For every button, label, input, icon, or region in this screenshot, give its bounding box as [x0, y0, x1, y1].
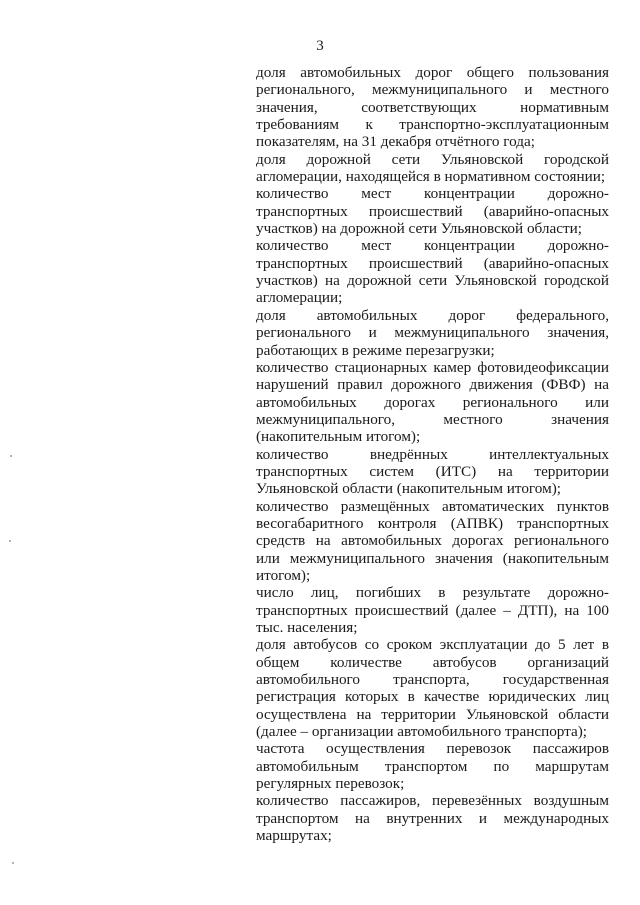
- indicator-list: [256, 64, 609, 844]
- list-item: доля автомобильных дорог федерального, регионального и межмуниципального значения, работающих в режиме перезагрузки;: [256, 306, 609, 359]
- list-item: количество пассажиров, перевезённых воздушным транспортом на внутренних и международных маршрутах;: [256, 792, 609, 845]
- list-item: число лиц, погибших в результате дорожно-транспортных происшествий (далее – ДТП), на 100 тыс. населения;: [256, 584, 609, 636]
- list-item: количество мест концентрации дорожно-транспортных происшествий (аварийно-опасных участков) на дорожной сети Ульяновской области;: [256, 185, 609, 238]
- list-item: доля автомобильных дорог общего пользования регионального, межмуниципального и местного значения, соответствующих нормативным требованиям к транспортно-эксплуатационным показателям, на 31 декабря отчётного года;: [256, 64, 609, 151]
- list-item: количество внедрённых интеллектуальных транспортных систем (ИТС) на территории Ульяновской области (накопительным итогом);: [256, 445, 609, 498]
- scan-speck: [10, 455, 12, 457]
- scan-speck: [12, 862, 14, 864]
- list-item: доля автобусов со сроком эксплуатации до 5 лет в общем количестве автобусов организаций автомобильного транспорта, государственная регистрация которых в качестве юридических лиц осуществлена на территории Ульяновской области (далее – организации автомобильного транспорта);: [256, 636, 609, 741]
- page-number: 3: [316, 38, 324, 54]
- scan-speck: [9, 540, 11, 542]
- list-item: количество мест концентрации дорожно-транспортных происшествий (аварийно-опасных участков) на дорожной сети Ульяновской городской агломерации;: [256, 237, 609, 307]
- list-item: доля дорожной сети Ульяновской городской агломерации, находящейся в нормативном состоянии;: [256, 150, 609, 186]
- list-item: количество размещённых автоматических пунктов весогабаритного контроля (АПВК) транспортных средств на автомобильных дорогах регионального или межмуниципального значения (накопительным итогом);: [256, 497, 609, 584]
- list-item: частота осуществления перевозок пассажиров автомобильным транспортом по маршрутам регулярных перевозок;: [256, 740, 609, 793]
- list-item: количество стационарных камер фотовидеофиксации нарушений правил дорожного движения (ФВФ) на автомобильных дорогах регионального или межмуниципального, местного значения (накопительным итогом);: [256, 358, 609, 446]
